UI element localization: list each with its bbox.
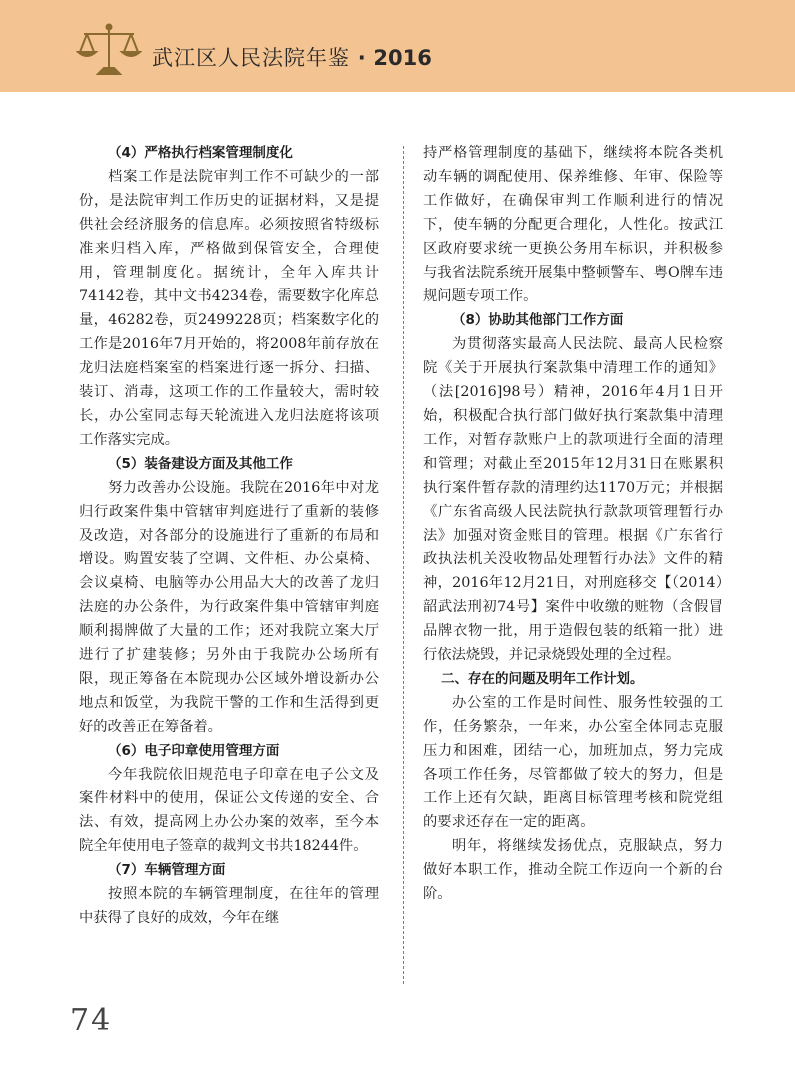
paragraph-vehicles-continued: 持严格管理制度的基础下，继续将本院各类机动车辆的调配使用、保养维修、年审、保险等工作做好，在确保审判工作顺利进行的情况下，使车辆的分配更合理化，人性化。按武江区政府要求统一更换公务用车标识，并积极参与我省法院系统开展集中整顿警车、粤O牌车违规问题专项工作。 (423, 145, 723, 305)
paragraph-e-seal: 今年我院依旧规范电子印章在电子公文及案件材料中的使用，保证公文传递的安全、合法、有效，提高网上办公办案的效率，至今本院全年使用电子签章的裁判文书共18244件。 (79, 766, 379, 855)
page-number: 74 (70, 1003, 113, 1038)
paragraph-equipment: 努力改善办公设施。我院在2016年中对龙归行政案件集中管辖审判庭进行了重新的装修及改造，对各部分的设施进行了重新的布局和增设。购置安装了空调、文件柜、办公桌椅、会议桌椅、电脑等办公用品大大的改善了龙归法庭的办公条件，为行政案件集中管辖审判庭顺利揭牌做了大量的工作；还对我院立案大厅进行了扩建装修；另外由于我院办公场所有限，现正筹备在本院现办公区域外增设新办公地点和饭堂，为我院干警的工作和生活得到更好的改善正在筹备着。 (79, 479, 379, 735)
yearbook-title (152, 42, 432, 72)
header-band (0, 0, 795, 92)
heading-e-seal: （6）电子印章使用管理方面 (108, 742, 280, 759)
heading-assist-departments: （8）协助其他部门工作方面 (452, 312, 624, 329)
left-column (79, 142, 379, 931)
heading-archives: （4）严格执行档案管理制度化 (108, 145, 293, 161)
title-dot: · (357, 46, 366, 70)
title-main: 武江区人民法院年鉴 (152, 46, 350, 70)
heading-equipment: （5）装备建设方面及其他工作 (108, 455, 293, 472)
column-divider (403, 146, 404, 984)
heading-vehicles: （7）车辆管理方面 (108, 862, 226, 879)
scales-of-justice-icon (76, 22, 142, 78)
paragraph-next-year: 明年，将继续发扬优点，克服缺点，努力做好本职工作，推动全院工作迈向一个新的台阶。 (423, 838, 723, 903)
paragraph-assist-departments: 为贯彻落实最高人民法院、最高人民检察院《关于开展执行案款集中清理工作的通知》（法[2016]98号）精神，2016年4月1日开始，积极配合执行部门做好执行案款集中清理工作，对暂存款账户上的款项进行全面的清理和管理；对截止至2015年12月31日在账累积执行案件暂存款的清理约达1170万元；并根据《广东省高级人民法院执行款款项管理暂行办法》加强对资金账目的管理。根据《广东省行政执法机关没收物品处理暂行办法》文件的精神，2016年12月21日，对刑庭移交【（2014）韶武法刑初74号】案件中收缴的赃物（含假冒品牌衣物一批，用于造假包装的纸箱一批）进行依法烧毁，并记录烧毁处理的全过程。 (423, 336, 723, 664)
title-year: 2016 (373, 46, 432, 70)
right-column (423, 142, 723, 907)
paragraph-vehicles: 按照本院的车辆管理制度，在往年的管理中获得了良好的成效，今年在继 (79, 886, 379, 926)
paragraph-archives: 档案工作是法院审判工作不可缺少的一部份，是法院审判工作历史的证据材料，又是提供社会经济服务的信息库。必须按照省特级标准来归档入库，严格做到保管安全，合理使用，管理制度化。据统计，全年入库共计74142卷，其中文书4234卷，需要数字化库总量，46282卷，页2499228页；档案数字化的工作是2016年7月开始的，将2008年前存放在龙归法庭档案室的档案进行逐一拆分、扫描、装订、消毒，这项工作的工作量较大，需时较长，办公室同志每天轮流进入龙归法庭将该项工作落实完成。 (79, 168, 379, 448)
paragraph-problems: 办公室的工作是时间性、服务性较强的工作，任务繁杂，一年来，办公室全体同志克服压力和困难，团结一心，加班加点，努力完成各项工作任务，尽管都做了较大的努力，但是工作上还有欠缺，距离目标管理考核和院党组的要求还存在一定的距离。 (423, 694, 723, 831)
heading-problems-plan: 二、存在的问题及明年工作计划。 (441, 670, 644, 687)
